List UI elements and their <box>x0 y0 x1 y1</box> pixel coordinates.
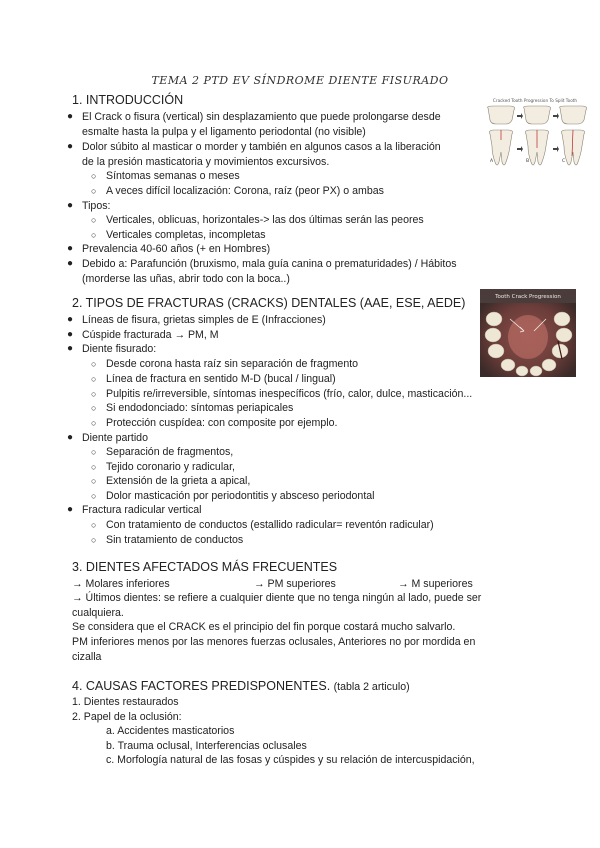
sub-list-item: ○ Dolor masticación por periodontitis y absceso periodontal <box>91 490 375 502</box>
bullet-icon: ● <box>67 329 74 340</box>
circle-bullet-icon: ○ <box>91 476 97 486</box>
sub-list-item: ○ Desde corona hasta raíz sin separación de fragmento <box>91 358 359 370</box>
list-item: ● Cúspide fracturada → PM, M <box>67 329 219 341</box>
sub-list-item: ○ Tejido coronario y radicular, <box>91 461 235 473</box>
figure-label-b: B <box>526 159 530 164</box>
paragraph-line: Se considera que el CRACK es el principio del fin porque costará mucho salvarlo. <box>72 621 456 633</box>
lettered-item: c. Morfología natural de las fosas y cúspides y su relación de intercuspidación, <box>106 754 475 766</box>
bullet-icon: ● <box>67 258 74 269</box>
sub-list-item: ○ Verticales, oblicuas, horizontales-> las dos últimas serán las peores <box>91 214 424 226</box>
section-heading-causas: 4. CAUSAS FACTORES PREDISPONENTES. (tabla 2 articulo) <box>72 679 410 693</box>
circle-bullet-icon: ○ <box>91 230 97 240</box>
cracked-tooth-progression-figure <box>480 96 590 174</box>
circle-bullet-icon: ○ <box>91 462 97 472</box>
circle-bullet-icon: ○ <box>91 389 97 399</box>
sub-list-item: ○ Con tratamiento de conductos (estallido radicular= reventón radicular) <box>91 519 434 531</box>
sub-list-item: ○ Sin tratamiento de conductos <box>91 534 244 546</box>
list-item: ● Diente partido <box>67 432 148 444</box>
bullet-icon: ● <box>67 243 74 254</box>
list-item: ● Líneas de fisura, grietas simples de E (Infracciones) <box>67 314 326 326</box>
heading-note: (tabla 2 articulo) <box>333 681 410 693</box>
circle-bullet-icon: ○ <box>91 418 97 428</box>
circle-bullet-icon: ○ <box>91 215 97 225</box>
lettered-item: b. Trauma oclusal, Interferencias oclusales <box>106 740 307 752</box>
circle-bullet-icon: ○ <box>91 447 97 457</box>
bullet-icon: ● <box>67 200 74 211</box>
list-item: ● Dolor súbito al masticar o morder y también en algunos casos a la liberación <box>67 141 441 153</box>
circle-bullet-icon: ○ <box>91 491 97 501</box>
circle-bullet-icon: ○ <box>91 359 97 369</box>
circle-bullet-icon: ○ <box>91 520 97 530</box>
circle-bullet-icon: ○ <box>91 535 97 545</box>
list-item: ● Prevalencia 40-60 años (+ en Hombres) <box>67 243 271 255</box>
figure-caption: Tooth Crack Progression <box>495 294 561 300</box>
list-item: ● Tipos: <box>67 200 111 212</box>
sub-list-item: ○ Verticales completas, incompletas <box>91 229 266 241</box>
paragraph-line: → Últimos dientes: se refiere a cualquier diente que no tenga ningún al lado, puede ser <box>72 592 482 604</box>
figure-label-a: A <box>490 159 494 164</box>
circle-bullet-icon: ○ <box>91 171 97 181</box>
list-item: ● Fractura radicular vertical <box>67 504 202 516</box>
figure-label-c: C <box>562 159 566 164</box>
sub-list-item: ○ Línea de fractura en sentido M-D (bucal / lingual) <box>91 373 336 385</box>
circle-bullet-icon: ○ <box>91 374 97 384</box>
numbered-item: 2. Papel de la oclusión: <box>72 711 182 723</box>
sub-list-item: ○ Síntomas semanas o meses <box>91 170 240 182</box>
sub-list-item: ○ Si endodonciado: síntomas periapicales <box>91 402 294 414</box>
list-item: ● Debido a: Parafunción (bruxismo, mala guía canina o prematuridades) / Hábitos <box>67 258 457 270</box>
numbered-item: 1. Dientes restaurados <box>72 696 179 708</box>
section-heading-dientes-afectados: 3. DIENTES AFECTADOS MÁS FRECUENTES <box>72 560 338 574</box>
list-item-continuation: de la presión masticatoria y movimientos excursivos. <box>82 156 330 168</box>
list-item: ● Diente fisurado: <box>67 343 157 355</box>
paragraph-line: PM inferiores menos por las menores fuerzas oclusales, Anteriores no por mordida en <box>72 636 476 648</box>
list-item-continuation: esmalte hasta la pulpa y el ligamento periodontal (no visible) <box>82 126 366 138</box>
sub-list-item: ○ Separación de fragmentos, <box>91 446 234 458</box>
bullet-icon: ● <box>67 504 74 515</box>
circle-bullet-icon: ○ <box>91 403 97 413</box>
section-heading-tipos-fracturas: 2. TIPOS DE FRACTURAS (CRACKS) DENTALES (AAE, ESE, AEDE) <box>72 296 466 310</box>
figure-caption: Cracked Tooth Progression To Split Tooth <box>492 98 578 103</box>
sub-list-item: ○ A veces difícil localización: Corona, raíz (peor PX) o ambas <box>91 185 384 197</box>
paragraph-line: cualquiera. <box>72 607 124 619</box>
sub-list-item: ○ Pulpitis re/irreversible, síntomas inespecíficos (frío, calor, dulce, masticación... <box>91 388 473 400</box>
bullet-icon: ● <box>67 343 74 354</box>
affected-teeth-item: → Molares inferiores <box>72 578 170 590</box>
bullet-icon: ● <box>67 432 74 443</box>
sub-list-item: ○ Protección cuspídea: con composite por ejemplo. <box>91 417 338 429</box>
list-item-continuation: (morderse las uñas, abrir todo con la boca..) <box>82 273 290 285</box>
paragraph-line: cizalla <box>72 651 102 663</box>
tooth-crack-photo <box>480 289 576 377</box>
bullet-icon: ● <box>67 141 74 152</box>
affected-teeth-item: → M superiores <box>398 578 473 590</box>
sub-list-item: ○ Extensión de la grieta a apical, <box>91 475 251 487</box>
affected-teeth-item: → PM superiores <box>254 578 336 590</box>
lettered-item: a. Accidentes masticatorios <box>106 725 235 737</box>
list-item: ● El Crack o fisura (vertical) sin desplazamiento que puede prolongarse desde <box>67 111 441 123</box>
bullet-icon: ● <box>67 111 74 122</box>
section-heading-introduccion: 1. INTRODUCCIÓN <box>72 93 184 107</box>
bullet-icon: ● <box>67 314 74 325</box>
document-title: TEMA 2 PTD EV SÍNDROME DIENTE FISURADO <box>151 74 449 87</box>
circle-bullet-icon: ○ <box>91 186 97 196</box>
